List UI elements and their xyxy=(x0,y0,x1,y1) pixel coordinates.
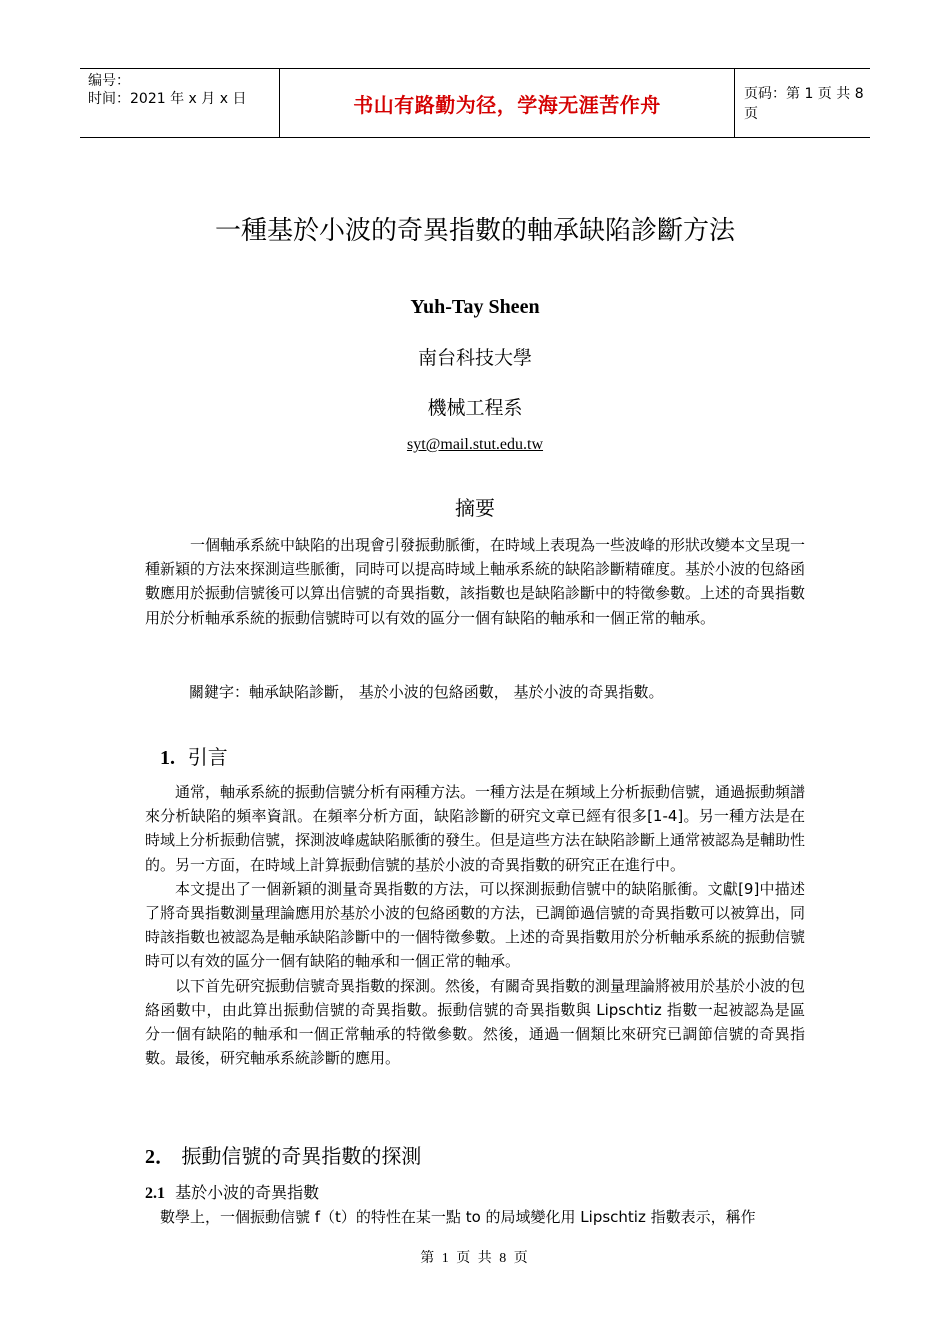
abstract-text: 一個軸承系統中缺陷的出現會引發振動脈衝，在時域上表現為一些波峰的形狀改變本文呈現一種新穎的方法來探測這些脈衝，同時可以提高時域上軸承系統的缺陷診斷精確度。基於小波的包絡函數應用於振動信號後可以算出信號的奇異指數，該指數也是缺陷診斷中的特徵參數。上述的奇異指數用於分析軸承系統的振動信號時可以有效的區分一個有缺陷的軸承和一個正常的軸承。 xyxy=(145,536,806,627)
section-2-number: 2． xyxy=(145,1146,175,1168)
section-1-body xyxy=(145,780,805,1070)
section-1-paragraph: 以下首先研究振動信號奇異指數的探測。然後，有關奇異指數的測量理論將被用於基於小波的包絡函數中，由此算出振動信號的奇異指數。振動信號的奇異指數與 Lipschtiz 指數一起被認為是區分一個有缺陷的軸承和一個正常軸承的特徵參數。然後，通過一個類比來研究已調節信號的奇異指數。最後，研究軸承系統診斷的應用。 xyxy=(145,976,806,1068)
section-2-title: 振動信號的奇異指數的探測 xyxy=(181,1144,422,1168)
date-label: 时间：2021 年 x 月 x 日 xyxy=(88,91,247,107)
section-2-heading xyxy=(145,1140,421,1169)
motto-text: 书山有路勤为径，学海无涯苦作舟 xyxy=(353,92,661,117)
section-1-paragraph: 通常，軸承系統的振動信號分析有兩種方法。一種方法是在頻域上分析振動信號，通過振動頻譜來分析缺陷的頻率資訊。在頻率分析方面，缺陷診斷的研究文章已經有很多[1-4]。另一種方法是在時域上分析振動信號，探測波峰處缺陷脈衝的發生。但是這些方法在缺陷診斷上通常被認為是輔助性的。另一方面，在時域上計算振動信號的基於小波的奇異指數的研究正在進行中。 xyxy=(145,783,806,874)
keywords: 關鍵字：軸承缺陷診斷， 基於小波的包絡函數， 基於小波的奇異指數。 xyxy=(189,683,664,701)
subsection-number: 2.1 xyxy=(145,1185,165,1202)
department: 機械工程系 xyxy=(427,397,523,419)
header-motto-cell xyxy=(280,69,735,137)
university: 南台科技大學 xyxy=(417,347,532,369)
header-page-cell xyxy=(735,69,870,137)
section-1-paragraph: 本文提出了一個新穎的測量奇異指數的方法，可以探測振動信號中的缺陷脈衝。文獻[9]中描述了將奇異指數測量理論應用於基於小波的包絡函數的方法，已調節過信號的奇異指數可以被算出，同時該指數也被認為是軸承缺陷診斷中的一個特徵參數。上述的奇異指數用於分析軸承系統的振動信號時可以有效的區分一個有缺陷的軸承和一個正常的軸承。 xyxy=(145,879,806,971)
author-name: Yuh-Tay Sheen xyxy=(410,296,540,318)
section-1-title: 引言 xyxy=(187,745,228,769)
subsection-2-1-heading xyxy=(145,1180,319,1203)
page-footer: 第 1 页 共 8 页 xyxy=(420,1251,530,1266)
paper-title: 一種基於小波的奇異指數的軸承缺陷診斷方法 xyxy=(214,216,735,246)
abstract-heading: 摘要 xyxy=(455,496,495,520)
section-1-heading xyxy=(160,741,228,770)
abstract-body xyxy=(145,533,805,630)
document-header xyxy=(80,68,870,138)
section-2-paragraph: 數學上，一個振動信號 f（t）的特性在某一點 to 的局域變化用 Lipschtiz 指數表示，稱作 xyxy=(160,1208,756,1226)
subsection-title: 基於小波的奇異指數 xyxy=(175,1183,320,1202)
page-info: 页码：第 1 页 共 8 页 xyxy=(744,86,864,122)
section-1-number: 1. xyxy=(160,747,175,769)
number-label: 编号： xyxy=(88,73,130,89)
author-email[interactable]: syt@mail.stut.edu.tw xyxy=(406,436,544,453)
header-meta-cell xyxy=(80,69,280,137)
